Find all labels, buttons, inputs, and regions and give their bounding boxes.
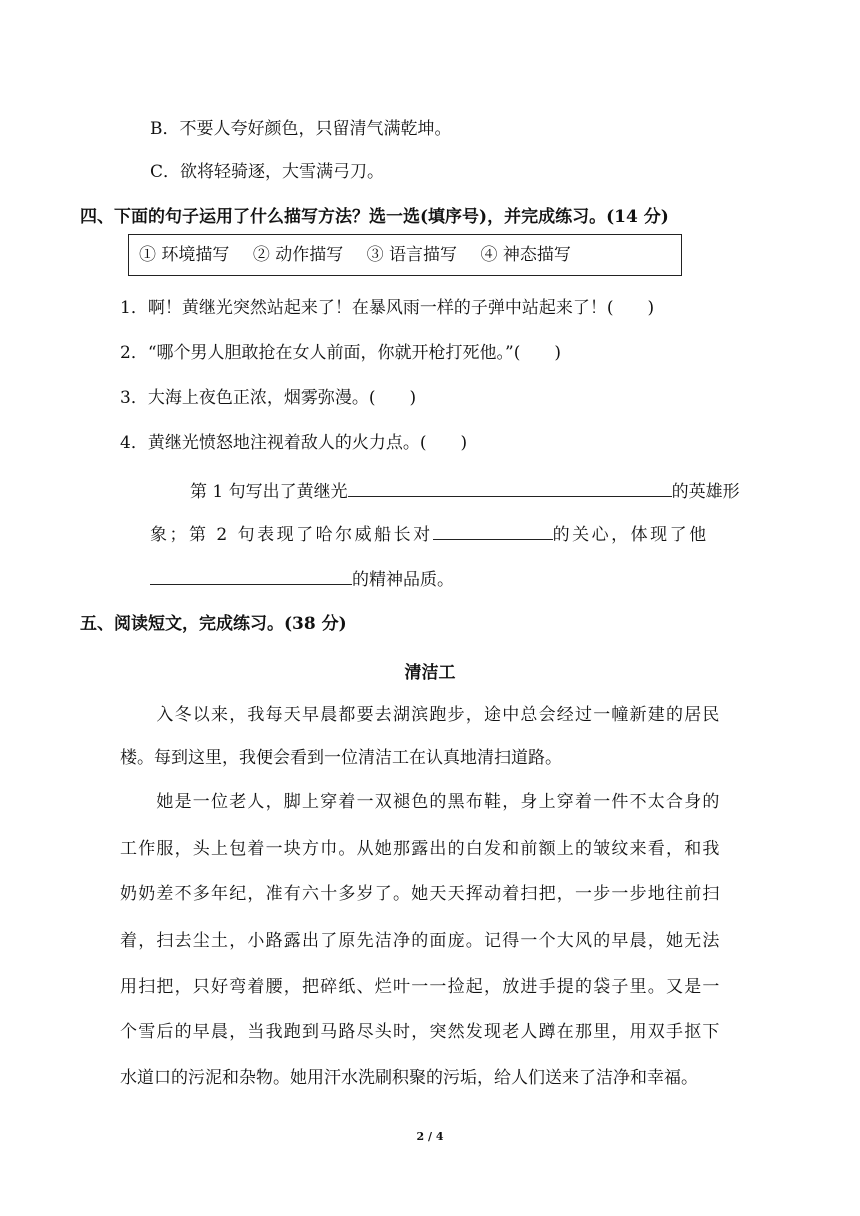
- fill-text-3b: 的精神品质。: [352, 570, 454, 590]
- passage-line-1: 入冬以来，我每天早晨都要去湖滨跑步，途中总会经过一幢新建的居民: [120, 705, 721, 725]
- passage-line-8: 个雪后的早晨，当我跑到马路尽头时，突然发现老人蹲在那里，用双手抠下: [120, 1022, 721, 1042]
- question-item-1: 1．啊！黄继光突然站起来了！在暴风雨一样的子弹中站起来了！( ): [120, 298, 655, 318]
- option-expression: ④ 神态描写: [480, 245, 571, 265]
- answer-blank-1[interactable]: [348, 478, 672, 497]
- fill-line-1: [190, 478, 740, 504]
- fill-text-1b: 的英雄形: [671, 482, 740, 502]
- passage-title: 清洁工: [404, 663, 456, 683]
- question-item-2: 2．“哪个男人胆敢抢在女人前面，你就开枪打死他。”( ): [120, 343, 561, 363]
- option-b: B．不要人夸好颜色，只留清气满乾坤。: [150, 119, 452, 139]
- page-number: 2 / 4: [416, 1130, 444, 1143]
- section-4-heading: 四、下面的句子运用了什么描写方法？选一选(填序号)，并完成练习。(14 分): [80, 207, 669, 227]
- fill-text-1a: 第 1 句写出了黄继光: [190, 482, 348, 502]
- options-box: [128, 234, 682, 276]
- passage-line-9: 水道口的污泥和杂物。她用汗水洗刷积聚的污垢，给人们送来了洁净和幸福。: [120, 1068, 698, 1088]
- option-c: C．欲将轻骑逐，大雪满弓刀。: [150, 162, 385, 182]
- fill-line-3: [150, 566, 454, 592]
- passage-line-4: 工作服，头上包着一块方巾。从她那露出的白发和前额上的皱纹来看，和我: [120, 839, 721, 859]
- option-action: ② 动作描写: [252, 245, 344, 265]
- answer-blank-2[interactable]: [433, 521, 553, 540]
- fill-text-2b: 的关心，体现了他: [552, 525, 709, 545]
- passage-line-6: 着，扫去尘土，小路露出了原先洁净的面庞。记得一个大风的早晨，她无法: [120, 931, 721, 951]
- passage-line-7: 用扫把，只好弯着腰，把碎纸、烂叶一一捡起，放进手提的袋子里。又是一: [120, 977, 721, 997]
- question-item-3: 3．大海上夜色正浓，烟雾弥漫。( ): [120, 388, 417, 408]
- fill-text-2a: 象；第 2 句表现了哈尔威船长对: [150, 525, 433, 545]
- option-environment: ① 环境描写: [139, 245, 230, 265]
- section-5-heading: 五、阅读短文，完成练习。(38 分): [80, 614, 347, 634]
- answer-blank-3[interactable]: [150, 566, 352, 585]
- passage-line-5: 奶奶差不多年纪，准有六十多岁了。她天天挥动着扫把，一步一步地往前扫: [120, 884, 721, 904]
- option-language: ③ 语言描写: [366, 245, 458, 265]
- passage-line-2: 楼。每到这里，我便会看到一位清洁工在认真地清扫道路。: [120, 748, 562, 768]
- passage-line-3: 她是一位老人，脚上穿着一双褪色的黑布鞋，身上穿着一件不太合身的: [120, 792, 721, 812]
- fill-line-2: [150, 521, 709, 547]
- question-item-4: 4．黄继光愤怒地注视着敌人的火力点。( ): [120, 433, 468, 453]
